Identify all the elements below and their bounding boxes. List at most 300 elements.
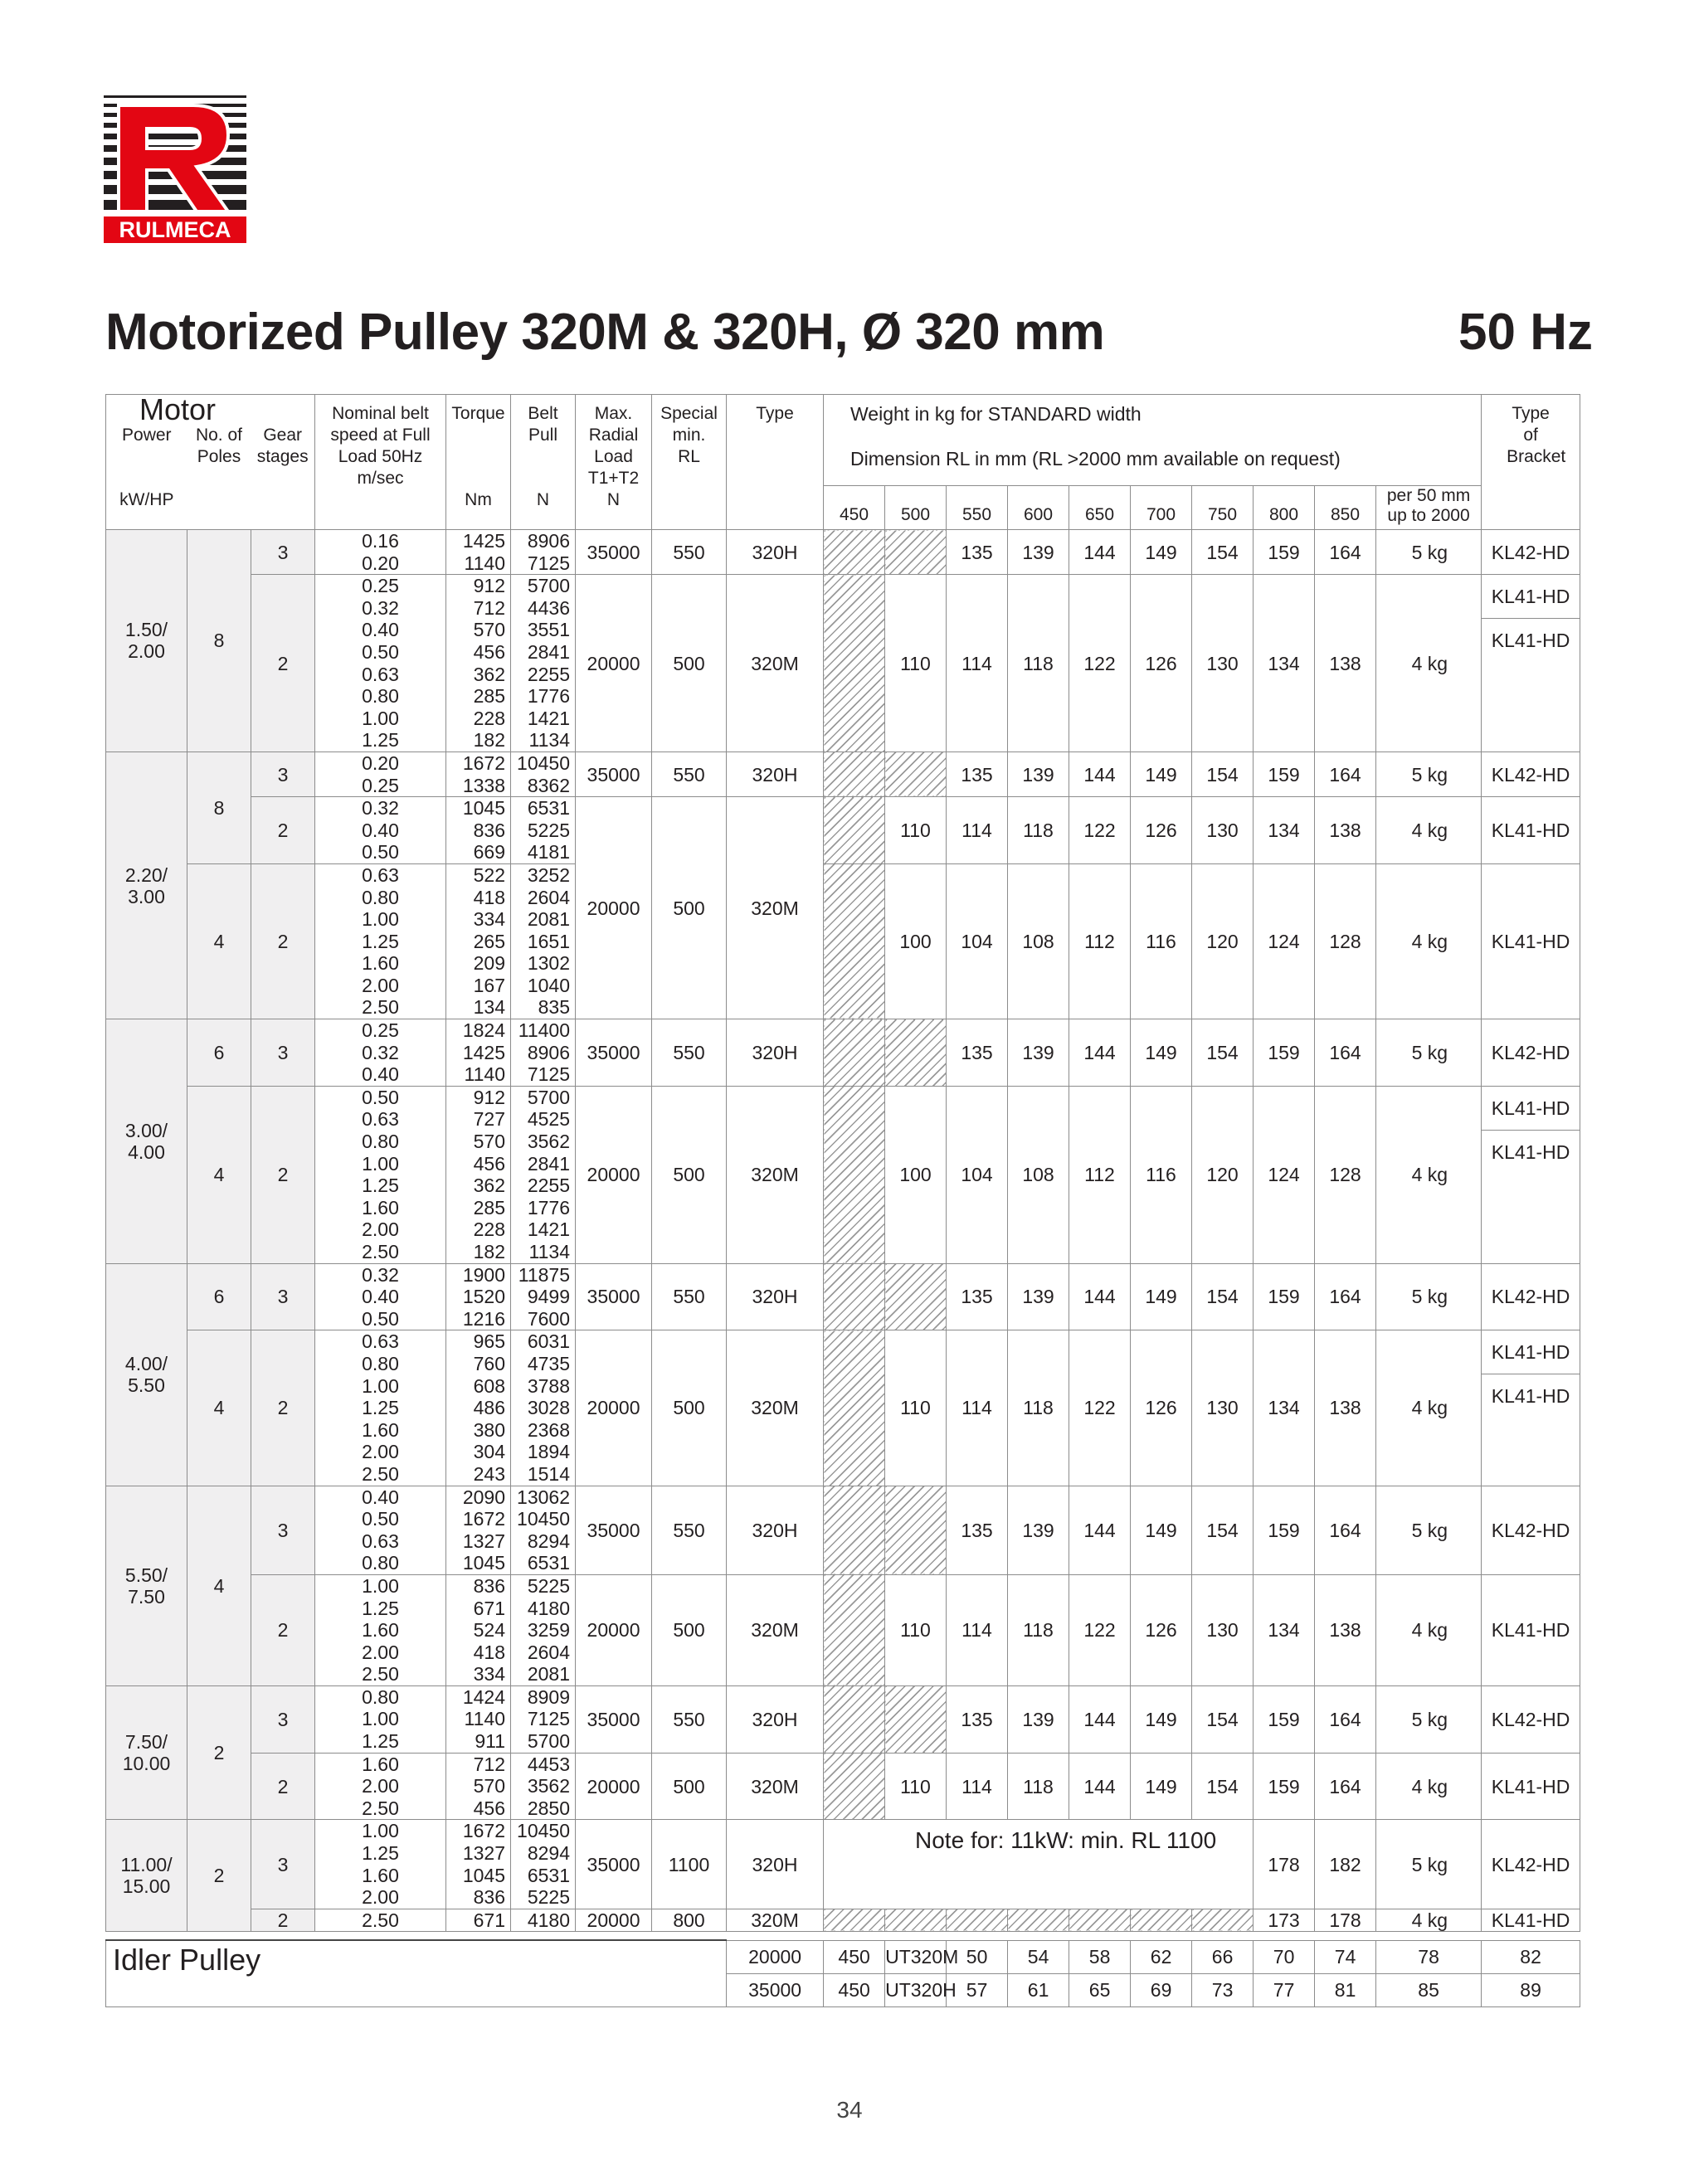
special-header: [652, 395, 727, 530]
gear-cell: 3: [251, 1820, 315, 1909]
weight-cell: 122: [1069, 1574, 1131, 1685]
pull-cell: 3252 2604 2081 1651 1302 1040 835: [511, 863, 576, 1019]
idler-special: 450: [824, 1940, 885, 1973]
torque-cell: 965 760 608 486 380 304 243: [446, 1330, 511, 1486]
type-cell: 320H: [727, 752, 824, 796]
weight-cell: 173: [1254, 1909, 1315, 1932]
width-700-header: 700: [1131, 486, 1192, 530]
weight-cell: 114: [947, 797, 1008, 864]
pull-cell: 6031 4735 3788 3028 2368 1894 1514: [511, 1330, 576, 1486]
radial-cell: 20000: [576, 575, 652, 752]
weight-cell: 130: [1192, 1574, 1254, 1685]
weight-cell: 139: [1008, 1486, 1069, 1574]
motor-header: [106, 392, 315, 530]
weight-cell: 120: [1192, 1086, 1254, 1263]
weight-cell: 122: [1069, 575, 1131, 752]
special-cell: 550: [652, 530, 727, 575]
poles-cell: 2: [187, 1820, 251, 1932]
hatched-cell: [885, 1909, 947, 1932]
hatched-cell: [824, 1019, 885, 1087]
weight-cell: 159: [1254, 1685, 1315, 1753]
bracket-label: Type of Bracket: [1507, 404, 1566, 466]
per50-cell: 5 kg: [1376, 1685, 1482, 1753]
weight-cell: 149: [1131, 1753, 1192, 1820]
table-row: [106, 530, 1580, 575]
gear-cell: 3: [251, 752, 315, 796]
weight-cell: 164: [1315, 1753, 1376, 1820]
idler-radial: 20000: [727, 1940, 824, 1973]
weight-cell: 112: [1069, 863, 1131, 1019]
belt-pull-unit: N: [536, 490, 550, 509]
speed-cell: 1.60 2.00 2.50: [315, 1753, 446, 1820]
idler-weight: 74: [1315, 1940, 1376, 1973]
weight-cell: 139: [1008, 1263, 1069, 1330]
hatched-cell: [885, 1019, 947, 1087]
per50-cell: 4 kg: [1376, 797, 1482, 864]
weight-cell: 154: [1192, 530, 1254, 575]
hatched-cell: [824, 530, 885, 575]
torque-cell: 836 671 524 418 334: [446, 1574, 511, 1685]
weight-cell: 144: [1069, 752, 1131, 796]
weight-cell: 164: [1315, 530, 1376, 575]
hatched-cell: [824, 1753, 885, 1820]
weight-cell: 124: [1254, 863, 1315, 1019]
idler-weight: 73: [1192, 1973, 1254, 2006]
table-row: [106, 1753, 1580, 1820]
type-cell: 320H: [727, 1685, 824, 1753]
weight-cell: 159: [1254, 530, 1315, 575]
weight-cell: 164: [1315, 752, 1376, 796]
per50-cell: 4 kg: [1376, 1330, 1482, 1486]
speed-label: Nominal belt speed at Full Load 50Hz: [330, 404, 431, 466]
speed-cell: 0.20 0.25: [315, 752, 446, 796]
idler-title: Idler Pulley: [106, 1940, 727, 2006]
weight-cell: 149: [1131, 752, 1192, 796]
weight-cell: 124: [1254, 1086, 1315, 1263]
width-500-header: 500: [885, 486, 947, 530]
weight-cell: 108: [1008, 1086, 1069, 1263]
radial-cell: 20000: [576, 1086, 652, 1263]
weight-cell: 139: [1008, 1685, 1069, 1753]
radial-cell: 35000: [576, 1820, 652, 1909]
bracket-cell: KL42-HD: [1482, 1820, 1580, 1909]
bracket-value: KL41-HD: [1491, 1141, 1570, 1163]
speed-header: [315, 395, 446, 530]
idler-special: 450: [824, 1973, 885, 2006]
hatched-cell: [885, 1685, 947, 1753]
pull-cell: 11875 9499 7600: [511, 1263, 576, 1330]
weight-cell: 128: [1315, 1086, 1376, 1263]
speed-unit: m/sec: [357, 469, 404, 488]
weight-cell: 144: [1069, 530, 1131, 575]
weight-cell: 114: [947, 575, 1008, 752]
weight-cell: 164: [1315, 1019, 1376, 1087]
torque-cell: 522 418 334 265 209 167 134: [446, 863, 511, 1019]
dimension-title: Dimension RL in mm (RL >2000 mm available on request): [850, 448, 1341, 469]
hatched-cell: [824, 863, 885, 1019]
hatched-cell: [885, 752, 947, 796]
table-row: [106, 1330, 1580, 1486]
belt-pull-label: Belt Pull: [528, 404, 558, 445]
width-650-header: 650: [1069, 486, 1131, 530]
weight-cell: 110: [885, 1574, 947, 1685]
torque-cell: 1672 1338: [446, 752, 511, 796]
torque-label: Torque: [451, 404, 505, 423]
weight-cell: 134: [1254, 1574, 1315, 1685]
pull-cell: 10450 8362: [511, 752, 576, 796]
weight-cell: 104: [947, 863, 1008, 1019]
weight-cell: 100: [885, 863, 947, 1019]
weight-cell: 116: [1131, 1086, 1192, 1263]
hatched-cell: [947, 1909, 1008, 1932]
bracket-value: KL41-HD: [1491, 1385, 1570, 1408]
per50-cell: 4 kg: [1376, 1909, 1482, 1932]
weight-cell: 110: [885, 1753, 947, 1820]
weight-cell: 149: [1131, 1263, 1192, 1330]
note-text: Note for: 11kW: min. RL 1100: [915, 1827, 1217, 1854]
special-cell: 500: [652, 1574, 727, 1685]
weight-cell: 110: [885, 1330, 947, 1486]
poles-cell: 4: [187, 863, 251, 1019]
weight-cell: 154: [1192, 1263, 1254, 1330]
table-row: [106, 863, 1580, 1019]
weight-cell: 135: [947, 1685, 1008, 1753]
poles-cell: 4: [187, 1486, 251, 1685]
speed-cell: 0.16 0.20: [315, 530, 446, 575]
bracket-cell: KL41-HD: [1482, 1909, 1580, 1932]
power-cell: 1.50/ 2.00: [106, 530, 187, 752]
pull-cell: 10450 8294 6531 5225: [511, 1820, 576, 1909]
weight-cell: 114: [947, 1330, 1008, 1486]
torque-cell: 912 727 570 456 362 285 228 182: [446, 1086, 511, 1263]
weight-cell: 139: [1008, 1019, 1069, 1087]
gear-cell: 2: [251, 797, 315, 864]
weight-cell: 130: [1192, 1330, 1254, 1486]
bracket-cell: KL42-HD: [1482, 1263, 1580, 1330]
special-cell: 550: [652, 752, 727, 796]
weight-cell: 134: [1254, 797, 1315, 864]
speed-cell: 0.63 0.80 1.00 1.25 1.60 2.00 2.50: [315, 1330, 446, 1486]
bracket-cell: KL42-HD: [1482, 1486, 1580, 1574]
poles-cell: 6: [187, 1019, 251, 1087]
weight-cell: 159: [1254, 1263, 1315, 1330]
torque-cell: 1045 836 669: [446, 797, 511, 864]
torque-cell: 2090 1672 1327 1045: [446, 1486, 511, 1574]
table-row: [106, 575, 1580, 752]
page-number: 34: [836, 2097, 863, 2123]
type-cell: 320M: [727, 1086, 824, 1263]
hatched-cell: [1069, 1909, 1131, 1932]
weight-cell: 139: [1008, 530, 1069, 575]
gear-cell: 2: [251, 1086, 315, 1263]
torque-header: [446, 395, 511, 530]
per50-cell: 4 kg: [1376, 575, 1482, 752]
table-row: [106, 1909, 1580, 1932]
weight-cell: 128: [1315, 863, 1376, 1019]
radial-cell: 35000: [576, 1685, 652, 1753]
weight-cell: 135: [947, 1486, 1008, 1574]
gear-cell: 2: [251, 1330, 315, 1486]
radial-load-unit: N: [606, 490, 621, 509]
weight-cell: 138: [1315, 797, 1376, 864]
idler-weight: 66: [1192, 1940, 1254, 1973]
bracket-value: KL41-HD: [1482, 1087, 1580, 1131]
hatched-cell: [824, 1574, 885, 1685]
weight-cell: 134: [1254, 1330, 1315, 1486]
per50-cell: 5 kg: [1376, 1486, 1482, 1574]
weight-cell: 144: [1069, 1753, 1131, 1820]
poles-cell: 6: [187, 1263, 251, 1330]
torque-cell: 671: [446, 1909, 511, 1932]
weight-cell: 159: [1254, 1486, 1315, 1574]
per50-cell: 4 kg: [1376, 1574, 1482, 1685]
weight-cell: 144: [1069, 1685, 1131, 1753]
hatched-cell: [1131, 1909, 1192, 1932]
logo-text: RULMECA: [119, 217, 231, 242]
weight-cell: 112: [1069, 1086, 1131, 1263]
idler-weight: 78: [1376, 1940, 1482, 1973]
type-cell: 320M: [727, 1753, 824, 1820]
width-600-header: 600: [1008, 486, 1069, 530]
speed-cell: 0.40 0.50 0.63 0.80: [315, 1486, 446, 1574]
idler-type: UT320M: [885, 1940, 947, 1973]
table-row: [106, 752, 1580, 796]
weight-cell: 154: [1192, 1486, 1254, 1574]
gear-header: Gear stages: [256, 426, 309, 466]
weight-cell: 144: [1069, 1263, 1131, 1330]
speed-cell: 0.50 0.63 0.80 1.00 1.25 1.60 2.00 2.50: [315, 1086, 446, 1263]
idler-weight: 89: [1482, 1973, 1580, 2006]
weight-cell: 118: [1008, 1753, 1069, 1820]
radial-cell: 20000: [576, 1909, 652, 1932]
idler-weight: 58: [1069, 1940, 1131, 1973]
speed-cell: 0.63 0.80 1.00 1.25 1.60 2.00 2.50: [315, 863, 446, 1019]
bracket-value: KL41-HD: [1491, 630, 1570, 652]
per50-header: per 50 mm up to 2000: [1376, 486, 1482, 530]
bracket-value: KL41-HD: [1482, 1330, 1580, 1374]
pull-cell: 13062 10450 8294 6531: [511, 1486, 576, 1574]
weight-header: [824, 395, 1482, 486]
idler-weight: 81: [1315, 1973, 1376, 2006]
hatched-cell: [824, 1086, 885, 1263]
speed-cell: 2.50: [315, 1909, 446, 1932]
bracket-cell: KL42-HD: [1482, 530, 1580, 575]
weight-cell: 159: [1254, 1019, 1315, 1087]
weight-cell: 154: [1192, 752, 1254, 796]
table-row: [106, 1820, 1580, 1909]
weight-cell: 154: [1192, 1019, 1254, 1087]
radial-cell: 20000: [576, 797, 652, 1019]
special-cell: 550: [652, 1685, 727, 1753]
bracket-cell: KL42-HD: [1482, 1019, 1580, 1087]
idler-weight: 70: [1254, 1940, 1315, 1973]
radial-cell: 20000: [576, 1330, 652, 1486]
width-750-header: 750: [1192, 486, 1254, 530]
bracket-cell: [1482, 1086, 1580, 1263]
torque-cell: 1900 1520 1216: [446, 1263, 511, 1330]
speed-cell: 1.00 1.25 1.60 2.00 2.50: [315, 1574, 446, 1685]
table-row: [106, 797, 1580, 864]
table-row: [106, 1486, 1580, 1574]
hatched-cell: [1192, 1909, 1254, 1932]
table-row: [106, 1019, 1580, 1087]
idler-type: UT320H: [885, 1973, 947, 2006]
bracket-cell: [1482, 575, 1580, 752]
special-cell: 500: [652, 797, 727, 1019]
width-800-header: 800: [1254, 486, 1315, 530]
hatched-cell: [824, 1685, 885, 1753]
poles-cell: 4: [187, 1330, 251, 1486]
per50-cell: 5 kg: [1376, 530, 1482, 575]
weight-cell: 135: [947, 1019, 1008, 1087]
per50-cell: 4 kg: [1376, 863, 1482, 1019]
per50-cell: 4 kg: [1376, 1753, 1482, 1820]
per50-cell: 5 kg: [1376, 1019, 1482, 1087]
power-label: Power: [122, 426, 172, 445]
weight-cell: 130: [1192, 575, 1254, 752]
special-cell: 500: [652, 1753, 727, 1820]
hatched-cell: [824, 575, 885, 752]
note-cell: [824, 1820, 1254, 1909]
idler-weight: 85: [1376, 1973, 1482, 2006]
weight-cell: 122: [1069, 797, 1131, 864]
weight-cell: 126: [1131, 1330, 1192, 1486]
weight-cell: 138: [1315, 575, 1376, 752]
weight-cell: 104: [947, 1086, 1008, 1263]
type-cell: 320H: [727, 1486, 824, 1574]
weight-cell: 126: [1131, 1574, 1192, 1685]
idler-radial: 35000: [727, 1973, 824, 2006]
weight-cell: 116: [1131, 863, 1192, 1019]
idler-pulley-table: [105, 1939, 1574, 2007]
weight-cell: 159: [1254, 1753, 1315, 1820]
gear-cell: 2: [251, 1574, 315, 1685]
bracket-value: KL41-HD: [1482, 575, 1580, 619]
weight-cell: 110: [885, 797, 947, 864]
torque-unit: Nm: [465, 490, 492, 509]
pull-cell: 11400 8906 7125: [511, 1019, 576, 1087]
type-header: Type: [727, 395, 824, 530]
weight-cell: 118: [1008, 575, 1069, 752]
hatched-cell: [1008, 1909, 1069, 1932]
special-cell: 1100: [652, 1820, 727, 1909]
per50-cell: 5 kg: [1376, 752, 1482, 796]
idler-weight: 54: [1008, 1940, 1069, 1973]
table-row: [106, 1685, 1580, 1753]
speed-cell: 0.80 1.00 1.25: [315, 1685, 446, 1753]
weight-cell: 100: [885, 1086, 947, 1263]
gear-cell: 2: [251, 1909, 315, 1932]
weight-cell: 126: [1131, 797, 1192, 864]
weight-title: Weight in kg for STANDARD width: [850, 403, 1142, 425]
type-cell: 320M: [727, 1330, 824, 1486]
weight-cell: 138: [1315, 1330, 1376, 1486]
hatched-cell: [885, 1486, 947, 1574]
weight-cell: 139: [1008, 752, 1069, 796]
torque-cell: 712 570 456: [446, 1753, 511, 1820]
weight-cell: 178: [1254, 1820, 1315, 1909]
motor-label: Motor: [139, 392, 217, 426]
weight-cell: 164: [1315, 1263, 1376, 1330]
per50-cell: 5 kg: [1376, 1263, 1482, 1330]
torque-cell: 1672 1327 1045 836: [446, 1820, 511, 1909]
radial-cell: 35000: [576, 1263, 652, 1330]
weight-cell: 110: [885, 575, 947, 752]
special-cell: 550: [652, 1486, 727, 1574]
speed-cell: 0.32 0.40 0.50: [315, 797, 446, 864]
power-cell: 5.50/ 7.50: [106, 1486, 187, 1685]
power-header: [106, 425, 187, 511]
frequency-label: 50 Hz: [1458, 304, 1593, 361]
type-cell: 320M: [727, 797, 824, 1019]
weight-cell: 120: [1192, 863, 1254, 1019]
weight-cell: 149: [1131, 1019, 1192, 1087]
speed-cell: 0.32 0.40 0.50: [315, 1263, 446, 1330]
radial-cell: 20000: [576, 1574, 652, 1685]
bracket-cell: KL42-HD: [1482, 752, 1580, 796]
gear-cell: 2: [251, 863, 315, 1019]
weight-cell: 159: [1254, 752, 1315, 796]
weight-cell: 135: [947, 1263, 1008, 1330]
hatched-cell: [824, 752, 885, 796]
power-unit: kW/HP: [119, 490, 174, 509]
hatched-cell: [885, 1263, 947, 1330]
gear-cell: 3: [251, 1263, 315, 1330]
speed-cell: 1.00 1.25 1.60 2.00: [315, 1820, 446, 1909]
gear-cell: 3: [251, 1019, 315, 1087]
hatched-cell: [824, 1330, 885, 1486]
hatched-cell: [824, 797, 885, 864]
pull-cell: 8909 7125 5700: [511, 1685, 576, 1753]
special-cell: 550: [652, 1019, 727, 1087]
weight-cell: 149: [1131, 530, 1192, 575]
weight-cell: 164: [1315, 1685, 1376, 1753]
radial-cell: 35000: [576, 1019, 652, 1087]
weight-cell: 114: [947, 1574, 1008, 1685]
poles-cell: 4: [187, 1086, 251, 1263]
type-cell: 320H: [727, 1019, 824, 1087]
weight-cell: 118: [1008, 1330, 1069, 1486]
table-row: [106, 1263, 1580, 1330]
weight-cell: 122: [1069, 1330, 1131, 1486]
radial-cell: 20000: [576, 1753, 652, 1820]
torque-cell: 1425 1140: [446, 530, 511, 575]
idler-row: [106, 1940, 1580, 1973]
special-cell: 800: [652, 1909, 727, 1932]
weight-cell: 182: [1315, 1820, 1376, 1909]
poles-cell: 8: [187, 530, 251, 752]
poles-cell: 2: [187, 1685, 251, 1820]
weight-cell: 154: [1192, 1753, 1254, 1820]
weight-cell: 149: [1131, 1685, 1192, 1753]
weight-cell: 178: [1315, 1909, 1376, 1932]
speed-cell: 0.25 0.32 0.40 0.50 0.63 0.80 1.00 1.25: [315, 575, 446, 752]
weight-cell: 154: [1192, 1685, 1254, 1753]
bracket-cell: KL41-HD: [1482, 863, 1580, 1019]
type-cell: 320M: [727, 1574, 824, 1685]
width-450-header: 450: [824, 486, 885, 530]
idler-weight: 77: [1254, 1973, 1315, 2006]
bracket-cell: KL42-HD: [1482, 1685, 1580, 1753]
weight-cell: 144: [1069, 1486, 1131, 1574]
type-cell: 320M: [727, 1909, 824, 1932]
pull-cell: 5700 4525 3562 2841 2255 1776 1421 1134: [511, 1086, 576, 1263]
pull-cell: 5225 4180 3259 2604 2081: [511, 1574, 576, 1685]
radial-cell: 35000: [576, 1486, 652, 1574]
radial-load-label: Max. Radial Load T1+T2: [587, 404, 640, 488]
speed-cell: 0.25 0.32 0.40: [315, 1019, 446, 1087]
special-cell: 500: [652, 1086, 727, 1263]
